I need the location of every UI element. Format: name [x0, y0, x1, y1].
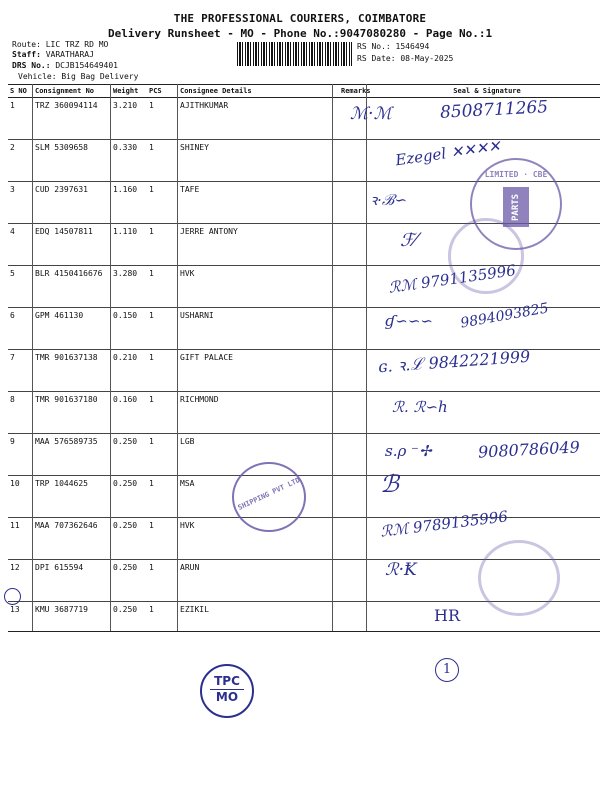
- barcode: [237, 42, 352, 66]
- remarks: [339, 434, 373, 476]
- consignee: HVK: [178, 518, 339, 560]
- sno: 4: [8, 224, 33, 266]
- staff-line: [12, 50, 94, 59]
- consignment-no: DPI 615594: [33, 560, 111, 602]
- weight: 1.110: [111, 224, 147, 266]
- consignment-no: TRP 1044625: [33, 476, 111, 518]
- rs-date-line: [357, 54, 453, 63]
- route-label: Route:: [12, 40, 41, 49]
- column-divider: [177, 84, 178, 632]
- pcs: 1: [147, 476, 178, 518]
- remarks: [339, 602, 373, 644]
- staff-value: VARATHARAJ: [45, 50, 94, 59]
- col-pcs: PCS: [147, 85, 178, 98]
- sno: 6: [8, 308, 33, 350]
- route-value: LIC TRZ RD MO: [45, 40, 109, 49]
- signature-row-2: Ezegel ✕✕✕✕: [394, 136, 502, 170]
- consignee: USHARNI: [178, 308, 339, 350]
- column-divider: [32, 84, 33, 632]
- remarks: [339, 392, 373, 434]
- rs-no-label: RS No.:: [357, 42, 391, 51]
- signature-row-9: ꜱ.ρ ⁻✢: [385, 442, 432, 460]
- page-mark: 1: [435, 658, 459, 682]
- consignment-no: BLR 4150416676: [33, 266, 111, 308]
- pcs: 1: [147, 308, 178, 350]
- signature-row-10: ℬ: [380, 470, 399, 498]
- consignment-no: MAA 707362646: [33, 518, 111, 560]
- sno: 11: [8, 518, 33, 560]
- stamp-ring-text: LIMITED · CBE: [484, 170, 548, 179]
- weight: 0.250: [111, 476, 147, 518]
- vehicle-value: Big Bag Delivery: [61, 72, 139, 81]
- consignment-no: GPM 461130: [33, 308, 111, 350]
- consignment-no: MAA 576589735: [33, 434, 111, 476]
- rs-no-value: 1546494: [395, 42, 430, 51]
- consignment-no: SLM 5309658: [33, 140, 111, 182]
- pcs: 1: [149, 605, 154, 614]
- consignee: ARUN: [178, 560, 339, 602]
- signature-row-6: ɠ∽∽∽: [385, 312, 433, 330]
- sno: 3: [8, 182, 33, 224]
- column-divider: [366, 84, 367, 632]
- phone-row-1: 8508711265: [439, 97, 549, 123]
- consignment-no: KMU 3687719: [35, 605, 88, 614]
- rs-no-line: [357, 42, 429, 51]
- weight: 0.250: [111, 518, 147, 560]
- consignee: JERRE ANTONY: [178, 224, 339, 266]
- col-consignment: Consignment No: [33, 85, 111, 98]
- consignment-no: TMR 901637180: [33, 392, 111, 434]
- consignment-no: CUD 2397631: [33, 182, 111, 224]
- col-sno: S NO: [8, 85, 33, 98]
- runsheet-title: Delivery Runsheet - MO - Phone No.:9047080280 - Page No.:1: [108, 27, 493, 40]
- consignee: TAFE: [178, 182, 339, 224]
- faint-round-stamp: [448, 218, 524, 294]
- weight: 3.210: [111, 98, 147, 140]
- col-consignee: Consignee Details: [178, 85, 339, 98]
- pcs: 1: [147, 140, 178, 182]
- signature-cell: [373, 602, 600, 644]
- table-row: [8, 392, 600, 434]
- pcs: 1: [147, 350, 178, 392]
- weight: 0.150: [111, 308, 147, 350]
- phone-row-6: 9894093825: [459, 300, 550, 332]
- sno: 2: [8, 140, 33, 182]
- company-title: THE PROFESSIONAL COURIERS, COIMBATORE: [173, 12, 427, 25]
- pcs: 1: [147, 434, 178, 476]
- signature-row-13: HR: [434, 606, 460, 625]
- shipping-stamp-text: SHIPPING PVT LTD: [236, 476, 302, 512]
- remarks: [339, 308, 373, 350]
- remarks: [339, 560, 373, 602]
- rs-date-value: 08-May-2025: [400, 54, 454, 63]
- consignment-no: TRZ 360094114: [33, 98, 111, 140]
- phone-row-11-number: 9789135996: [411, 507, 509, 537]
- weight: 0.250: [111, 560, 147, 602]
- drs-label: DRS No.:: [12, 61, 51, 70]
- pcs: 1: [147, 560, 178, 602]
- table-bottom-rule: [8, 631, 600, 632]
- remarks: [339, 266, 373, 308]
- weight: 0.250: [111, 434, 147, 476]
- drs-line: [12, 61, 118, 70]
- remarks: [339, 182, 373, 224]
- weight: 0.330: [111, 140, 147, 182]
- table-header-row: [8, 85, 600, 98]
- tpc-mo-stamp: [200, 664, 254, 718]
- remarks: [339, 140, 373, 182]
- phone-row-7-number: 9842221999: [427, 346, 531, 373]
- phone-row-9: 9080786049: [477, 437, 581, 462]
- vehicle-line: [18, 72, 138, 81]
- pcs: 1: [147, 224, 178, 266]
- consignee: GIFT PALACE: [178, 350, 339, 392]
- sno: 5: [8, 266, 33, 308]
- phone-row-5-number: 9791135996: [419, 261, 517, 293]
- weight: 0.160: [111, 392, 147, 434]
- consignee: AJITHKUMAR: [178, 98, 339, 140]
- signature-row-3: ꝛ·ℬ∽: [370, 191, 408, 209]
- shipping-stamp: [232, 462, 306, 532]
- sno: 1: [8, 98, 33, 140]
- signature-row-11: ℛℳ: [379, 518, 415, 541]
- faint-round-stamp-2: [478, 540, 560, 616]
- stamp-center-text: PARTS: [503, 187, 529, 227]
- pcs: 1: [147, 98, 178, 140]
- remarks: [339, 476, 373, 518]
- remarks: [339, 518, 373, 560]
- tpc-text: TPC: [214, 674, 240, 688]
- col-remarks: Remarks: [339, 85, 373, 98]
- sno: 9: [8, 434, 33, 476]
- consignee: RICHMOND: [178, 392, 339, 434]
- weight: 0.250: [113, 605, 138, 614]
- rs-date-label: RS Date:: [357, 54, 396, 63]
- signature-row-7: ɢ. ꝛ.ℒ: [377, 353, 430, 377]
- signature-row-4: ℱ⁄: [400, 230, 418, 251]
- pcs: 1: [147, 392, 178, 434]
- remarks: [339, 350, 373, 392]
- consignment-no: EDQ 14507811: [33, 224, 111, 266]
- sno: 10: [8, 476, 33, 518]
- col-weight: Weight: [111, 85, 147, 98]
- weight: 3.280: [111, 266, 147, 308]
- pcs: 1: [147, 518, 178, 560]
- consignee: EZIKIL: [180, 605, 209, 614]
- row-13-circle-mark: [4, 588, 21, 605]
- pcs: 1: [147, 182, 178, 224]
- consignee: MSA: [178, 476, 339, 518]
- drs-value: DCJB154649401: [55, 61, 118, 70]
- signature-row-5: ℛℳ: [387, 274, 423, 297]
- sno: 7: [8, 350, 33, 392]
- consignment-no: TMR 901637138: [33, 350, 111, 392]
- signature-row-12: ℛ·Ꝁ: [385, 560, 417, 580]
- col-seal-signature: Seal & Signature: [373, 85, 600, 98]
- signature-row-8: ℛ. ℛ∽ℎ: [392, 398, 448, 416]
- column-divider: [332, 84, 333, 632]
- signature-row-1: ℳ·ℳ: [350, 104, 392, 124]
- weight: 1.160: [111, 182, 147, 224]
- consignee: LGB: [178, 434, 339, 476]
- consignee: HVK: [178, 266, 339, 308]
- sno: 12: [8, 560, 33, 602]
- route-line: [12, 40, 108, 49]
- weight: 0.210: [111, 350, 147, 392]
- mo-text: MO: [215, 690, 239, 704]
- column-divider: [110, 84, 111, 632]
- remarks: [339, 224, 373, 266]
- consignee: SHINEY: [178, 140, 339, 182]
- pcs: 1: [147, 266, 178, 308]
- staff-label: Staff:: [12, 50, 41, 59]
- vehicle-label: Vehicle:: [18, 72, 57, 81]
- sno: 13: [10, 605, 20, 614]
- sno: 8: [8, 392, 33, 434]
